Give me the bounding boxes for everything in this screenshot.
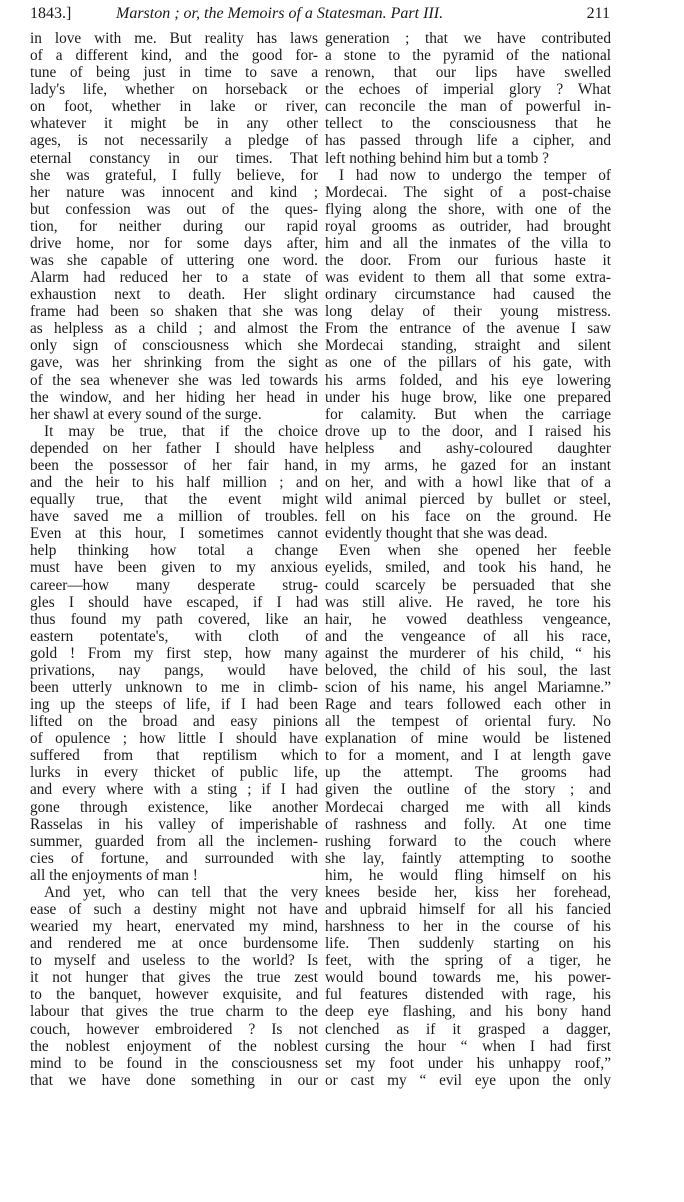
text-line: the window, and her hiding her head in	[30, 388, 318, 406]
text-line: flying along the shore, with one of the	[325, 200, 611, 218]
text-line: royal grooms as outrider, had brought	[325, 217, 611, 235]
text-line: in my arms, he gazed for an instant	[325, 456, 611, 474]
text-line: tion, for neither during our rapid	[30, 217, 318, 235]
text-line: scion of his name, his angel Mariamne.”	[325, 678, 611, 696]
text-line: life. Then suddenly starting on his	[325, 935, 611, 953]
text-line: him and all the inmates of the villa to	[325, 234, 611, 252]
text-line: was evident to them all that some extra-	[325, 269, 611, 287]
text-line: whatever it might be in any other	[30, 115, 318, 133]
text-line: and the heir to his half million ; and	[30, 474, 318, 492]
text-line: suffered from that reptilism which	[30, 747, 318, 765]
text-line: must have been given to my anxious	[30, 559, 318, 577]
text-line: clenched as if it grasped a dagger,	[325, 1020, 611, 1038]
text-line: of a different kind, and the good for-	[30, 47, 318, 65]
text-line: lurks in every thicket of public life,	[30, 764, 318, 782]
text-line: ing up the steeps of life, if I had been	[30, 696, 318, 714]
text-line: cies of fortune, and surrounded with	[30, 849, 318, 867]
text-line: for calamity. But when the carriage	[325, 405, 611, 423]
text-line: gold ! From my first step, how many	[30, 644, 318, 662]
text-line: she was grateful, I fully believe, for	[30, 166, 318, 184]
text-line: eyelids, smiled, and took his hand, he	[325, 559, 611, 577]
text-line: rushing forward to the couch where	[325, 832, 611, 850]
text-line: fell on his face on the ground. He	[325, 508, 611, 526]
text-line: Mordecai charged me with all kinds	[325, 798, 611, 816]
text-line: helpless and ashy-coloured daughter	[325, 439, 611, 457]
text-line: ordinary circumstance had caused the	[325, 286, 611, 304]
text-line: been the possessor of her fair hand,	[30, 456, 318, 474]
text-line: the echoes of imperial glory ? What	[325, 81, 611, 99]
text-line: to myself and useless to the world? Is	[30, 952, 318, 970]
text-line: could scarcely be persuaded that she	[325, 576, 611, 594]
text-line: the noblest enjoyment of the noblest	[30, 1037, 318, 1055]
text-line: his arms folded, and his eye lowering	[325, 371, 611, 389]
text-line: generation ; that we have contributed	[325, 30, 611, 47]
text-line: only sign of consciousness which she	[30, 337, 318, 355]
text-line: wild animal pierced by bullet or steel,	[325, 491, 611, 509]
text-line: deep eye flashing, and his bony hand	[325, 1003, 611, 1021]
text-line: privations, nay pangs, would have	[30, 661, 318, 679]
text-line: under his huge brow, like one prepared	[325, 388, 611, 406]
text-line: evidently thought that she was dead.	[325, 525, 548, 543]
text-line: cursing the hour “ when I had first	[325, 1037, 611, 1055]
text-line: the door. From our furious haste it	[325, 252, 611, 270]
text-line: in love with me. But reality has laws	[30, 30, 318, 47]
text-line: Rasselas in his valley of imperishable	[30, 815, 318, 833]
text-line: all the tempest of oriental fury. No	[325, 713, 611, 731]
text-line: Even when she opened her feeble	[339, 542, 611, 560]
text-line: depended on her father I should have	[30, 439, 318, 457]
text-line: was she capable of uttering one word.	[30, 252, 318, 270]
text-line: long delay of their young mistress.	[325, 303, 611, 321]
text-line: lady's life, whether on horseback or	[30, 81, 318, 99]
text-line: and every where with a sting ; if I had	[30, 781, 318, 799]
text-line: lifted on the broad and easy pinions	[30, 713, 318, 731]
text-line: of rashness and folly. At one time	[325, 815, 611, 833]
text-line: to for a moment, and I at length gave	[325, 747, 611, 765]
text-line: frame had been so shaken that she was	[30, 303, 318, 321]
text-line: eternal constancy in our times. That	[30, 149, 318, 167]
text-line: given the outline of the story ; and	[325, 781, 611, 799]
text-line: and the vengeance of all his race,	[325, 627, 611, 645]
text-line: but confession was out of the ques-	[30, 200, 318, 218]
text-line: to the banquet, however exquisite, and	[30, 986, 318, 1004]
text-line: and rendered me at once burdensome	[30, 935, 318, 953]
text-line: thus found my path covered, like an	[30, 610, 318, 628]
text-line: couch, however embroidered ? Is not	[30, 1020, 318, 1038]
text-line: it not hunger that gives the true zest	[30, 969, 318, 987]
text-line: feet, with the spring of a tiger, he	[325, 952, 611, 970]
text-line: against the murderer of his child, “ his	[325, 644, 611, 662]
text-line: harshness to her in the course of his	[325, 918, 611, 936]
text-line: of the sea whenever she was led towards	[30, 371, 318, 389]
text-line: beloved, the child of his soul, the last	[325, 661, 611, 679]
text-line: Mordecai. The sight of a post-chaise	[325, 183, 611, 201]
text-line: It may be true, that if the choice	[44, 422, 318, 440]
text-line: exhaustion next to death. Her slight	[30, 286, 318, 304]
header-year: 1843.]	[30, 5, 72, 22]
text-line: explanation of mine would be listened	[325, 730, 611, 748]
text-line: as one of the pillars of his gate, with	[325, 354, 611, 372]
text-line: was still alive. He raved, he tore his	[325, 593, 611, 611]
text-line: has passed through life a cipher, and	[325, 132, 611, 150]
text-line: tellect to the consciousness that he	[325, 115, 611, 133]
page-number: 211	[586, 5, 610, 22]
text-line: that we have done something in our	[30, 1071, 318, 1089]
text-line: on foot, whether in lake or river,	[30, 98, 318, 116]
running-header	[30, 5, 610, 25]
text-line: her nature was innocent and kind ;	[30, 183, 318, 201]
text-line: knees beside her, kiss her forehead,	[325, 883, 611, 901]
header-title: Marston ; or, the Memoirs of a Statesman. Part III.	[116, 5, 444, 22]
text-line: she lay, faintly attempting to soothe	[325, 849, 611, 867]
right-text-column	[325, 30, 611, 1089]
text-line: summer, guarded from all the inclemen-	[30, 832, 318, 850]
text-line: left nothing behind him but a tomb ?	[325, 149, 549, 167]
text-line: ages, is not necessarily a pledge of	[30, 132, 318, 150]
left-text-column	[30, 30, 318, 1089]
text-line: set my foot under his unhappy roof,”	[325, 1054, 611, 1072]
text-line: ease of such a destiny might not have	[30, 900, 318, 918]
text-line: career—how many desperate strug-	[30, 576, 318, 594]
text-line: Alarm had reduced her to a state of	[30, 269, 318, 287]
text-line: ful features distended with rage, his	[325, 986, 611, 1004]
text-line: mind to be found in the consciousness	[30, 1054, 318, 1072]
text-line: gave, was her shrinking from the sight	[30, 354, 318, 372]
text-line: renown, that our lips have swelled	[325, 64, 611, 82]
text-line: him, he would fling himself on his	[325, 866, 611, 884]
text-line: Rage and tears followed each other in	[325, 696, 611, 714]
text-line: and upbraid himself for all his fancied	[325, 900, 611, 918]
text-line: her shawl at every sound of the surge.	[30, 405, 262, 423]
text-line: From the entrance of the avenue I saw	[325, 320, 611, 338]
text-line: I had now to undergo the temper of	[339, 166, 611, 184]
text-line: eastern potentate's, with cloth of	[30, 627, 318, 645]
text-line: have saved me a million of troubles.	[30, 508, 318, 526]
text-line: drove up to the door, and I raised his	[325, 422, 611, 440]
text-line: as helpless as a child ; and almost the	[30, 320, 318, 338]
text-line: gles I should have escaped, if I had	[30, 593, 318, 611]
text-line: on her, and with a howl like that of a	[325, 474, 611, 492]
text-line: can reconcile the man of powerful in-	[325, 98, 611, 116]
text-line: help thinking how total a change	[30, 542, 318, 560]
text-line: drive home, nor for some days after,	[30, 234, 318, 252]
text-line: equally true, that the event might	[30, 491, 318, 509]
text-line: would bound towards me, his power-	[325, 969, 611, 987]
text-line: or cast my “ evil eye upon the only	[325, 1071, 611, 1089]
text-line: a stone to the pyramid of the national	[325, 47, 611, 65]
text-line: all the enjoyments of man !	[30, 866, 198, 884]
text-line: wearied my heart, enervated my mind,	[30, 918, 318, 936]
text-line: tune of being just in time to save a	[30, 64, 318, 82]
text-line: been utterly unknown to me in climb-	[30, 678, 318, 696]
text-line: And yet, who can tell that the very	[44, 883, 318, 901]
text-line: of opulence ; how little I should have	[30, 730, 318, 748]
text-line: Mordecai standing, straight and silent	[325, 337, 611, 355]
text-line: up the attempt. The grooms had	[325, 764, 611, 782]
text-line: hair, he vowed deathless vengeance,	[325, 610, 611, 628]
text-line: Even at this hour, I sometimes cannot	[30, 525, 318, 543]
text-line: gone through existence, like another	[30, 798, 318, 816]
text-line: labour that gives the true charm to the	[30, 1003, 318, 1021]
